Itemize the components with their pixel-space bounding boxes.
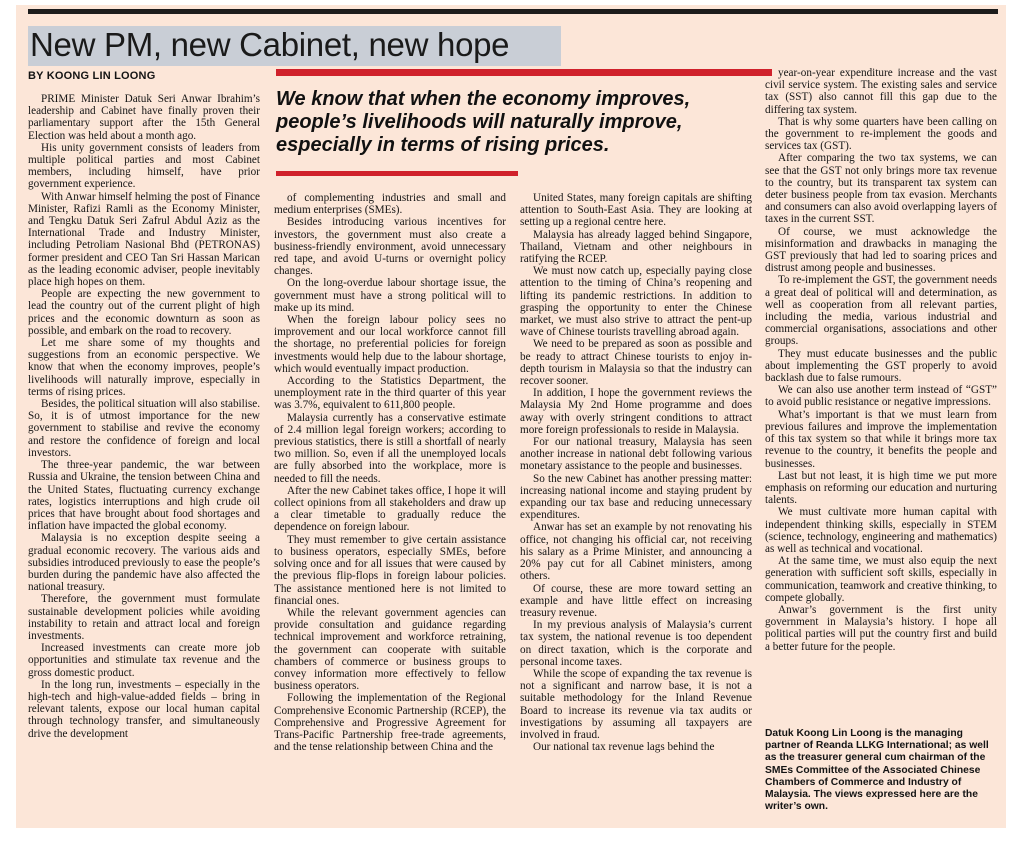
paragraph: We must cultivate more human capital with independent thinking skills, especially in STEM (science, technology, engineering and mathematics) as well as technical and vocational. (765, 506, 997, 555)
paragraph: We need to be prepared as soon as possible and be ready to attract Chinese tourists to enjoy in-depth tourism in Malaysia so that the industry can recover sooner. (520, 338, 752, 388)
paragraph: Our national tax revenue lags behind the (533, 741, 715, 754)
paragraph: Besides introducing various incentives for investors, the government must also create a business-friendly environment, avoid unnecessary red tape, and avoid U-turns or overnight policy changes. (274, 216, 506, 278)
paragraph: To re-implement the GST, the government needs a great deal of political will and determination, as well as cooperation from all relevant parties, including the media, various industrial and commercial organisations, associations and other groups. (765, 274, 997, 348)
article-column-4 (765, 67, 997, 653)
paragraph: They must remember to give certain assistance to business operators, especially SMEs, before solving once and for all issues that were caused by the previous flip-flops in foreign labour policies. The assistance mentioned here is not limited to financial ones. (274, 533, 506, 607)
headline: New PM, new Cabinet, new hope (30, 26, 510, 63)
paragraph: They must educate businesses and the public about implementing the GST properly to avoid backlash due to false rumours. (765, 347, 997, 385)
paragraph: Malaysia is no exception despite seeing a gradual economic recovery. The various aids and subsidies introduced previously to ease the people’s burden during the pandemic have also affected the national treasury. (28, 532, 260, 594)
paragraph: of complementing industries and small and medium enterprises (SMEs). (274, 192, 506, 217)
article-column-2 (274, 192, 506, 753)
paragraph: That is why some quarters have been calling on the government to re-implement the goods and services tax (GST). (765, 115, 997, 153)
paragraph: After comparing the two tax systems, we can see that the GST not only brings more tax revenue to the country, but its transparent tax system can deter business people from tax evasion. Merchants and consumers can also avoid overlapping layers of taxes in the current SST. (765, 152, 997, 226)
paragraph: Of course, we must acknowledge the misinformation and drawbacks in managing the GST previously that had led to soaring prices and distrust among people and businesses. (765, 225, 997, 275)
paragraph: While the scope of expanding the tax revenue is not a significant and narrow base, it is not a suitable methodology for the Inland Revenue Board to increase its revenue via tax audits or investigations by assuming all taxpayers are involved in fraud. (520, 667, 752, 741)
paragraph: After the new Cabinet takes office, I hope it will collect opinions from all stakeholders and draw up a clear timetable to gradually reduce the dependence on foreign labour. (274, 484, 506, 534)
paragraph: Malaysia has already lagged behind Singapore, Thailand, Vietnam and other neighbours in ratifying the RCEP. (520, 228, 752, 266)
paragraph: In the long run, investments – especially in the high-tech and high-value-added fields – bring in relevant talents, expose our local human capital through technology transfer, and simultaneously drive the development (28, 678, 260, 740)
paragraph: Let me share some of my thoughts and suggestions from an economic perspective. We know that when the economy improves, people’s livelihoods will naturally improve, especially in terms of rising prices. (28, 337, 260, 398)
paragraph: We must now catch up, especially paying close attention to the timing of China’s reopening and lifting its pandemic restrictions. In addition to grasping the opportunity to enter the Chinese market, we must also strive to attract the pent-up wave of Chinese tourists travelling abroad again. (520, 265, 752, 339)
newspaper-page (16, 5, 1006, 828)
paragraph: On the long-overdue labour shortage issue, the government must have a strong political will to make up its mind. (274, 277, 506, 314)
paragraph: PRIME Minister Datuk Seri Anwar Ibrahim’s leadership and Cabinet have finally proven their parliamentary support after the 15th General Election was held about a month ago. (28, 93, 260, 142)
paragraph: United States, many foreign capitals are shifting attention to South-East Asia. They are looking at setting up a regional centre here. (520, 192, 752, 229)
pull-quote-bottom-rule (276, 171, 518, 176)
pull-quote: We know that when the economy improves, people’s livelihoods will naturally improve, especially in terms of rising prices. (276, 88, 691, 156)
paragraph: People are expecting the new government to lead the country out of the current plight of high prices and the economic downturn as soon as possible, and embark on the road to recovery. (28, 288, 260, 337)
article-column-3 (520, 192, 752, 753)
paragraph: So the new Cabinet has another pressing matter: increasing national income and staying prudent by expanding our tax base and reducing unnecessary expenditures. (520, 472, 752, 522)
paragraph: In addition, I hope the government reviews the Malaysia My 2nd Home programme and does away with overly stringent conditions to attract more foreign professionals to reside in Malaysia. (520, 387, 752, 436)
paragraph: What’s important is that we must learn from previous failures and improve the implementation of this tax system so that while it brings more tax revenue to the country, it benefits the people and businesses. (765, 408, 997, 470)
paragraph: Following the implementation of the Regional Comprehensive Economic Partnership (RCEP), the Comprehensive and Progressive Agreement for Trans-Pacific Partnership free-trade agreements, and the tense relationship between China and the (274, 692, 506, 754)
paragraph: In my previous analysis of Malaysia’s current tax system, the national revenue is too dependent on direct taxation, which is the corporate and personal income taxes. (520, 619, 752, 668)
paragraph: Anwar has set an example by not renovating his office, not changing his official car, not receiving his salary as a Prime Minister, and announcing a 20% pay cut for all Cabinet ministers, among others. (520, 521, 752, 583)
paragraph: For our national treasury, Malaysia has seen another increase in national debt following various monetary assistance to the people and businesses. (520, 436, 752, 473)
paragraph: The three-year pandemic, the war between Russia and Ukraine, the tension between China and the United States, fluctuating currency exchange rates, logistics interruptions and high crude oil prices that have brought about food shortages and inflation have impacted the global economy. (28, 459, 260, 533)
paragraph: According to the Statistics Department, the unemployment rate in the third quarter of this year was 3.7%, equivalent to 611,800 people. (274, 375, 506, 412)
byline: BY KOONG LIN LOONG (28, 70, 156, 82)
paragraph: We can also use another term instead of “GST” to avoid public resistance or negative impressions. (765, 384, 997, 409)
pull-quote-top-rule (276, 69, 772, 76)
top-rule (28, 9, 998, 14)
paragraph: His unity government consists of leaders from multiple political parties and most Cabinet members, including himself, have prior government experience. (28, 141, 260, 191)
article-column-1 (28, 93, 260, 740)
paragraph: While the relevant government agencies can provide consultation and guidance regarding technical improvement and workforce retraining, the government can cooperate with suitable chambers of commerce or business groups to convey information more effectively to fellow business operators. (274, 606, 506, 693)
paragraph: Anwar’s government is the first unity government in Malaysia’s history. I hope all political parties will put the country first and build a better future for the people. (765, 603, 997, 653)
paragraph: Of course, these are more toward setting an example and have little effect on increasing treasury revenue. (520, 582, 752, 619)
paragraph: When the foreign labour policy sees no improvement and our local workforce cannot fill the shortage, no preferential policies for foreign investments would help due to the labour shortage, which would eventually impact production. (274, 314, 506, 375)
paragraph: Increased investments can create more job opportunities and stimulate tax revenue and the gross domestic product. (28, 642, 260, 679)
paragraph: Therefore, the government must formulate sustainable development policies while avoiding instability to retain and attract local and foreign investments. (28, 593, 260, 642)
paragraph: Besides, the political situation will also stabilise. So, it is of utmost importance for the new government to stabilise and revive the economy and restore the confidence of foreign and local investors. (28, 398, 260, 459)
paragraph: At the same time, we must also equip the next generation with sufficient soft skills, especially in communication, teamwork and creative thinking, to compete globally. (765, 555, 997, 604)
paragraph: Malaysia currently has a conservative estimate of 2.4 million legal foreign workers; according to previous statistics, there is still a shortfall of nearly two million. So, even if all the unemployed locals are fully absorbed into the workplace, more is needed to fill the needs. (274, 411, 506, 485)
paragraph: Last but not least, it is high time we put more emphasis on reforming our education and nurturing talents. (765, 469, 997, 507)
paragraph: year-on-year expenditure increase and the vast civil service system. The existing sales and service tax (SST) also cannot fill this gap due to the differing tax system. (765, 67, 997, 116)
author-bio: Datuk Koong Lin Loong is the managing partner of Reanda LLKG International; as well as the treasurer general cum chairman of the SMEs Committee of the Associated Chinese Chambers of Commerce and Industry of Malaysia. The views expressed here are the writer’s own. (765, 728, 989, 813)
paragraph: With Anwar himself helming the post of Finance Minister, Rafizi Ramli as the Economy Minister, and Tengku Datuk Seri Zafrul Abdul Aziz as the International Trade and Industry Minister, including Petroliam Nasional Bhd (PETRONAS) former president and CEO Tan Sri Hassan Marican as the leading economic adviser, people inevitably place high hopes on them. (28, 190, 260, 289)
